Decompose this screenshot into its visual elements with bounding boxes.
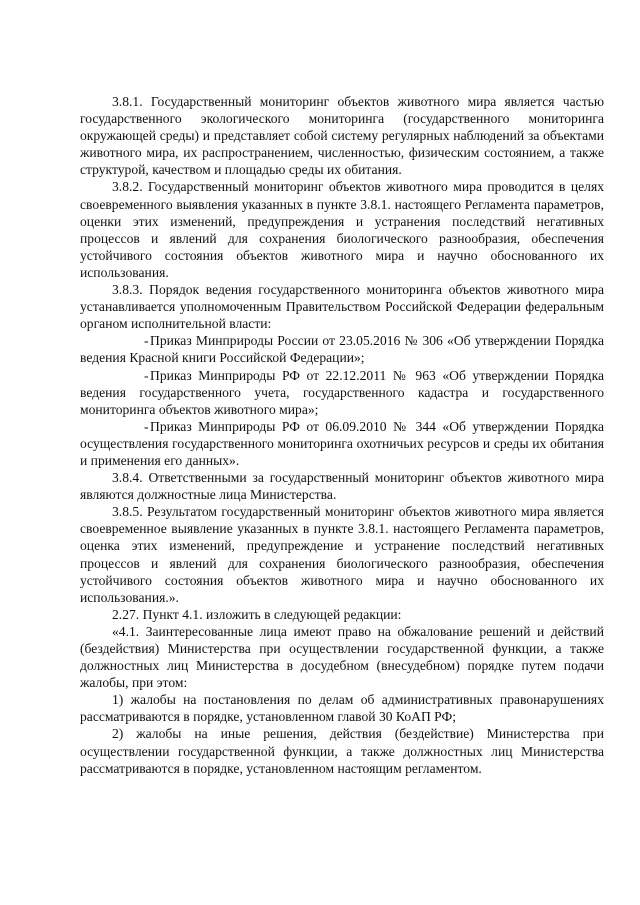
order-text: Приказ Минприроды РФ от 06.09.2010 № 344 «Об утверждении Порядка осуществления государственного мониторинга охотничьих ресурсов и среды их обитания и применения его данных». bbox=[80, 418, 604, 468]
dash-marker: - bbox=[144, 367, 149, 383]
order-text: Приказ Минприроды России от 23.05.2016 № 306 «Об утверждении Порядка ведения Красной книги Российской Федерации»; bbox=[80, 333, 604, 366]
order-list-item bbox=[80, 332, 604, 366]
paragraph-3-8-3: 3.8.3. Порядок ведения государственного мониторинга объектов животного мира устанавливается уполномоченным Правительством Российской Федерации федеральным органом исполнительной власти: bbox=[80, 282, 604, 332]
complaint-item-1: 1) жалобы на постановления по делам об административных правонарушениях рассматриваются в порядке, установленном главой 30 КоАП РФ; bbox=[80, 692, 604, 725]
order-list-item bbox=[80, 367, 604, 418]
paragraph-4-1: «4.1. Заинтересованные лица имеют право на обжалование решений и действий (бездействия) Министерства при осуществлении государственной функции, а также должностных лиц Министерства в досудебном (внесудебном) порядке путем подачи жалобы, при этом: bbox=[80, 623, 604, 691]
complaint-item-2: 2) жалобы на иные решения, действия (бездействие) Министерства при осуществлении государственной функции, а также должностных лиц Министерства рассматриваются в порядке, установленном настоящим регламентом. bbox=[80, 726, 604, 776]
paragraph-3-8-4: 3.8.4. Ответственными за государственный мониторинг объектов животного мира являются должностные лица Министерства. bbox=[80, 470, 604, 503]
paragraph-3-8-2: 3.8.2. Государственный мониторинг объектов животного мира проводится в целях своевременного выявления указанных в пункте 3.8.1. настоящего Регламента параметров, оценки этих изменений, предупреждения и устранения последствий негативных процессов и явлений для сохранения биологического разнообразия, обеспечения устойчивого состояния объектов животного мира и научно обоснованного их использования. bbox=[80, 179, 604, 280]
dash-marker: - bbox=[144, 418, 149, 434]
paragraph-3-8-5: 3.8.5. Результатом государственный мониторинг объектов животного мира является своевременное выявление указанных в пункте 3.8.1. настоящего Регламента параметров, оценка этих изменений, предупреждение и устранение последствий негативных процессов и явлений для сохранения биологического разнообразия, обеспечения устойчивого состояния объектов животного мира и научно обоснованного их использования.». bbox=[80, 504, 604, 605]
dash-marker: - bbox=[144, 333, 149, 349]
order-list-item bbox=[80, 418, 604, 469]
paragraph-3-8-1: 3.8.1. Государственный мониторинг объектов животного мира является частью государственного экологического мониторинга (государственного мониторинга окружающей среды) и представляет собой систему регулярных наблюдений за объектами животного мира, их распространением, численностью, физическим состоянием, а также структурой, качеством и площадью среды их обитания. bbox=[80, 94, 604, 178]
order-text: Приказ Минприроды РФ от 22.12.2011 № 963 «Об утверждении Порядка ведения государственного учета, государственного кадастра и государственного мониторинга объектов животного мира»; bbox=[80, 367, 604, 417]
paragraph-2-27: 2.27. Пункт 4.1. изложить в следующей редакции: bbox=[112, 606, 402, 622]
